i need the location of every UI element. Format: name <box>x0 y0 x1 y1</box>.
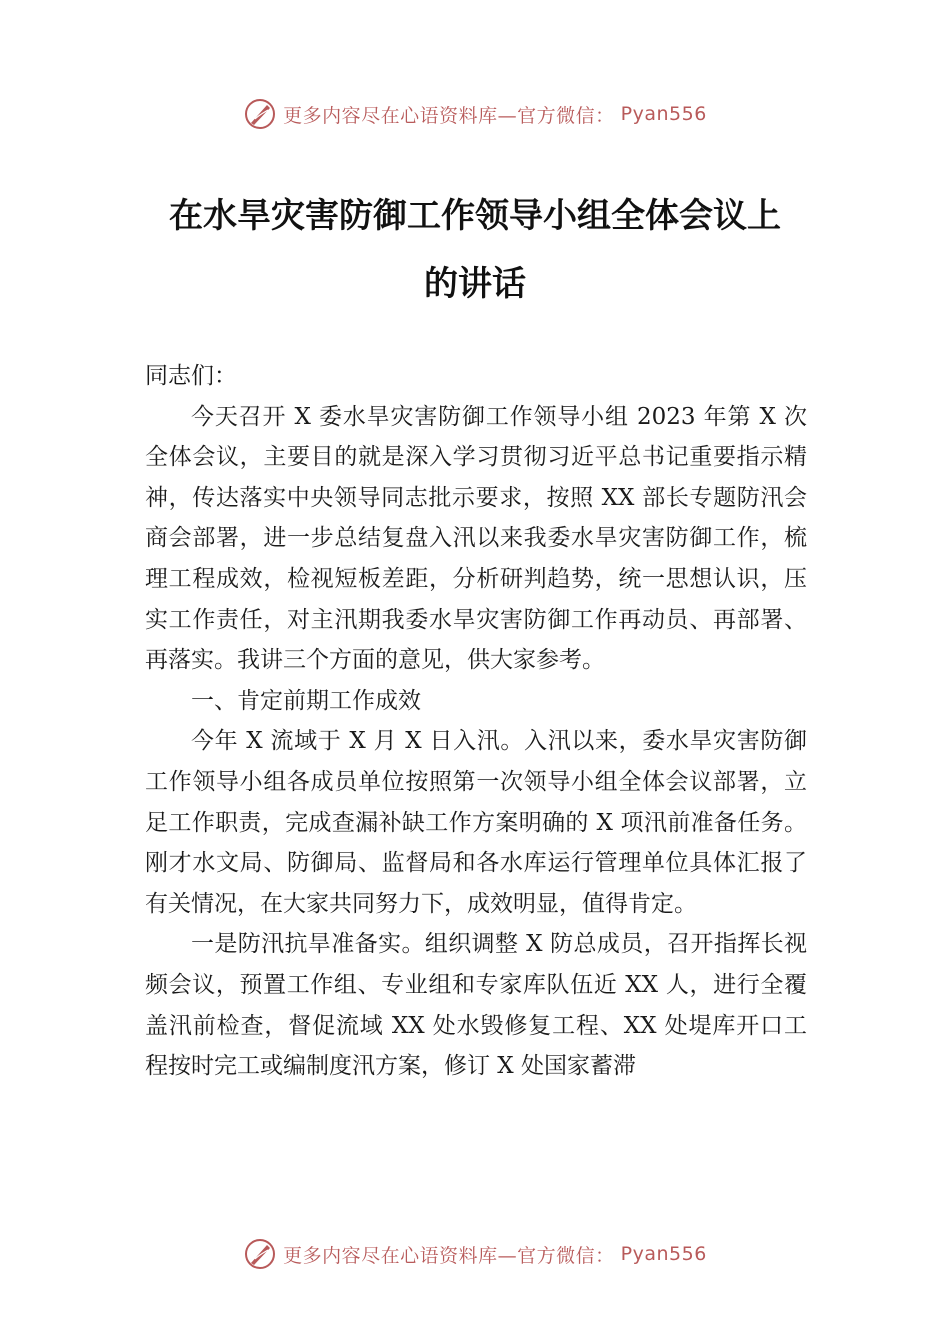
salutation: 同志们： <box>145 363 237 389</box>
watermark-handle: Pyan556 <box>620 103 707 125</box>
section-heading-1: 一、肯定前期工作成效 <box>191 687 421 714</box>
document-title <box>145 182 805 318</box>
document-body <box>145 356 807 1087</box>
quill-logo-icon <box>243 1237 277 1271</box>
footer-watermark <box>0 1236 950 1272</box>
watermark-handle: Pyan556 <box>620 1243 707 1265</box>
title-line-1: 在水旱灾害防御工作领导小组全体会议上 <box>169 196 781 236</box>
paragraph-intro: 今天召开 X 委水旱灾害防御工作领导小组 2023 年第 X 次全体会议，主要目的就是深入学习贯彻习近平总书记重要指示精神，传达落实中央领导同志批示要求，按照 XX 部长专题防汛会商会部署，进一步总结复盘入汛以来我委水旱灾害防御工作，梳理工程成效，检视短板差距，分析研判趋势，统一思想认识，压实工作责任，对主汛期我委水旱灾害防御工作再动员、再部署、再落实。我讲三个方面的意见，供大家参考。 <box>145 403 807 674</box>
title-line-2: 的讲话 <box>424 264 526 304</box>
quill-logo-icon <box>243 97 277 131</box>
watermark-text: 更多内容尽在心语资料库—官方微信： <box>283 1244 615 1267</box>
header-watermark <box>0 96 950 132</box>
watermark-text: 更多内容尽在心语资料库—官方微信： <box>283 104 615 127</box>
paragraph-point-1: 一是防汛抗旱准备实。组织调整 X 防总成员，召开指挥长视频会议，预置工作组、专业组和专家库队伍近 XX 人，进行全覆盖汛前检查，督促流域 XX 处水毁修复工程、XX 处堤库开口工程按时完工或编制度汛方案，修订 X 处国家蓄滞 <box>145 931 807 1080</box>
paragraph-achievements: 今年 X 流域于 X 月 X 日入汛。入汛以来，委水旱灾害防御工作领导小组各成员单位按照第一次领导小组全体会议部署，立足工作职责，完成查漏补缺工作方案明确的 X 项汛前准备任务。刚才水文局、防御局、监督局和各水库运行管理单位具体汇报了有关情况，在大家共同努力下，成效明显，值得肯定。 <box>145 728 807 917</box>
